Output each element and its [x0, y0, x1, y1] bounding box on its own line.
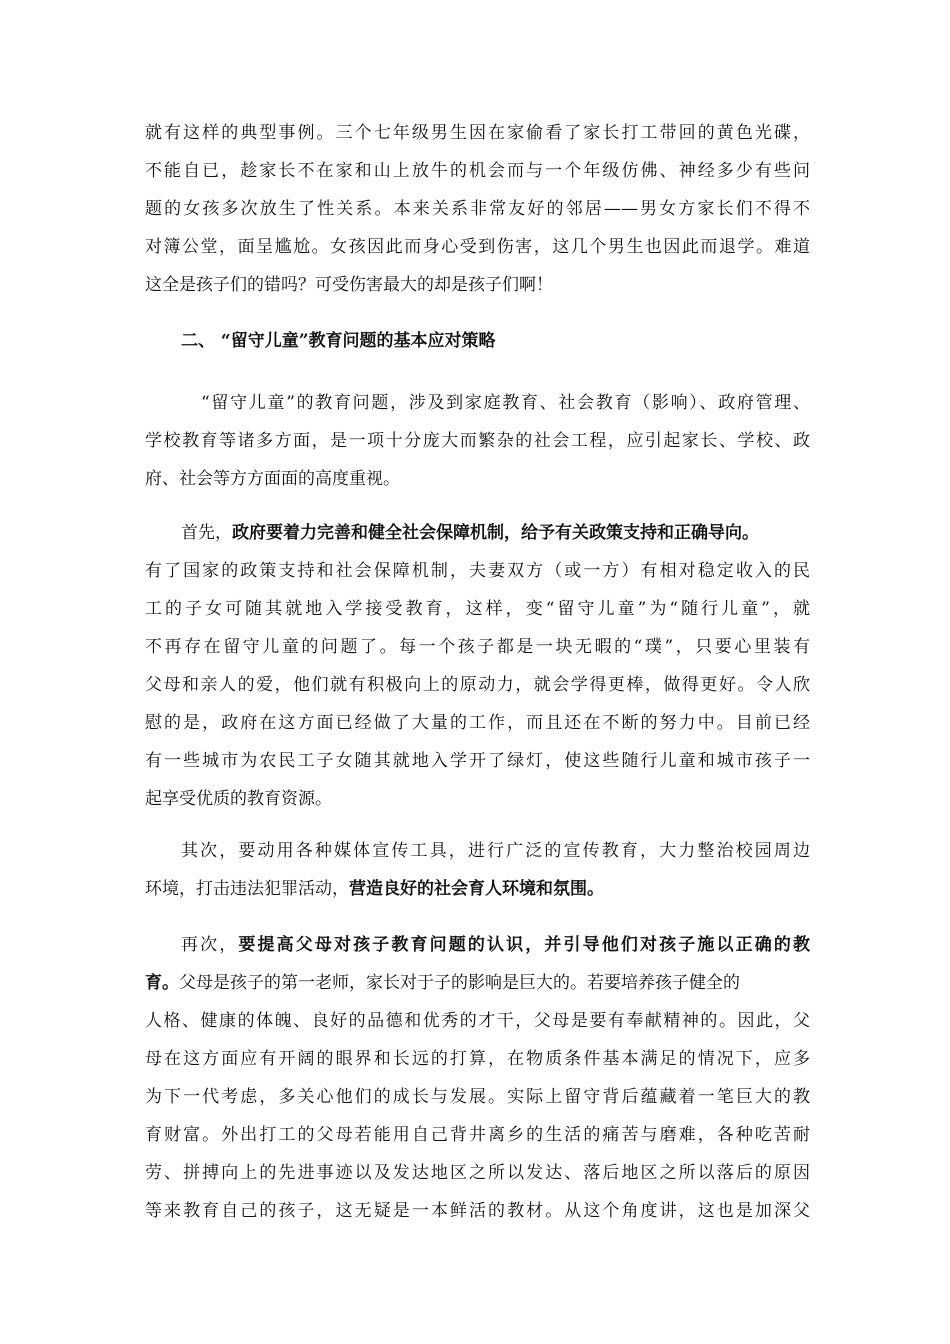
text-line: 育财富。外出打工的父母若能用自己背井离乡的生活的痛苦与磨难，各种吃苦耐: [145, 1125, 810, 1145]
body-text: 父母是孩子的第一老师，家长对于子的影响是巨大的。若要培养孩子健全的: [179, 973, 740, 993]
section-heading: [181, 322, 846, 360]
text-line: 人格、健康的体魄、良好的品德和优秀的才干，父母是要有奉献精神的。因此，父: [145, 1011, 810, 1031]
emphasis-text: 政府要着力完善和健全社会保障机制，给予有关政策支持和正确导向。: [232, 523, 759, 543]
paragraph-first-line1: [145, 514, 810, 552]
text-line: 起享受优质的教育资源。: [145, 789, 332, 809]
text-line: 对簿公堂，面呈尴尬。女孩因此而身心受到伤害，这几个男生也因此而退学。难道: [145, 237, 810, 257]
paragraph-third: [145, 926, 810, 1230]
text-line: 不能自已，趁家长不在家和山上放牛的机会而与一个年级仿佛、神经多少有些问: [145, 161, 810, 181]
text-line: 等来教育自己的孩子，这无疑是一本鲜活的教材。从这个角度讲，这也是加深父: [145, 1201, 810, 1221]
emphasis-text: 要提高父母对孩子教育问题的认识，并引导他们对孩子施以正确的教: [238, 935, 810, 955]
text-line: 劳、拼搏向上的先进事迹以及发达地区之所以发达、落后地区之所以落后的原因: [145, 1163, 810, 1183]
paragraph-first: [145, 514, 810, 818]
text-line: “留守儿童”的教育问题，涉及到家庭教育、社会教育（影响）、政府管理、: [201, 393, 810, 413]
text-line: 其次，要动用各种媒体宣传工具，进行广泛的宣传教育，大力整治校园周边: [181, 841, 810, 861]
emphasis-text: 育。: [145, 973, 179, 993]
text-line: 学校教育等诸多方面，是一项十分庞大而繁杂的社会工程，应引起家长、学校、政: [145, 431, 810, 451]
lead-text: 首先，: [181, 523, 232, 543]
paragraph-overview: [145, 384, 810, 498]
text-line: 府、社会等方方面面的高度重视。: [145, 469, 400, 489]
section-heading-text: 二、 “留守儿童”教育问题的基本应对策略: [181, 331, 496, 351]
paragraph-second: [145, 832, 810, 908]
text-line: 就有这样的典型事例。三个七年级男生因在家偷看了家长打工带回的黄色光碟，: [145, 123, 810, 143]
text-line: 这全是孩子们的错吗？可受伤害最大的却是孩子们啊！: [145, 275, 553, 295]
emphasis-text: 营造良好的社会育人环境和氛围。: [349, 879, 604, 899]
text-line: 为下一代考虑，多关心他们的成长与发展。实际上留守背后蕴藏着一笔巨大的教: [145, 1087, 810, 1107]
text-line: 有了国家的政策支持和社会保障机制，夫妻双方（或一方）有相对稳定收入的民: [145, 561, 810, 581]
lead-text: 再次，: [181, 935, 239, 955]
text-line: 慰的是，政府在这方面已经做了大量的工作，而且还在不断的努力中。目前已经: [145, 713, 810, 733]
paragraph-third-line1: [145, 926, 810, 964]
text-line: 不再存在留守儿童的问题了。每一个孩子都是一块无暇的“璞”，只要心里装有: [145, 637, 810, 657]
text-line: 工的子女可随其就地入学接受教育，这样，变“留守儿童”为“随行儿童”，就: [145, 599, 810, 619]
paragraph-third-line2: [145, 964, 810, 1002]
text-line: 题的女孩多次放生了性关系。本来关系非常友好的邻居——男女方家长们不得不: [145, 199, 810, 219]
text-line: 父母和亲人的爱，他们就有积极向上的原动力，就会学得更棒，做得更好。令人欣: [145, 675, 810, 695]
paragraph-second-line2: [145, 870, 810, 908]
text-line: 有一些城市为农民工子女随其就地入学开了绿灯，使这些随行儿童和城市孩子一: [145, 751, 810, 771]
paragraph-intro: [145, 114, 810, 304]
lead-text: 环境，打击违法犯罪活动，: [145, 879, 349, 899]
text-line: 母在这方面应有开阔的眼界和长远的打算，在物质条件基本满足的情况下，应多: [145, 1049, 810, 1069]
